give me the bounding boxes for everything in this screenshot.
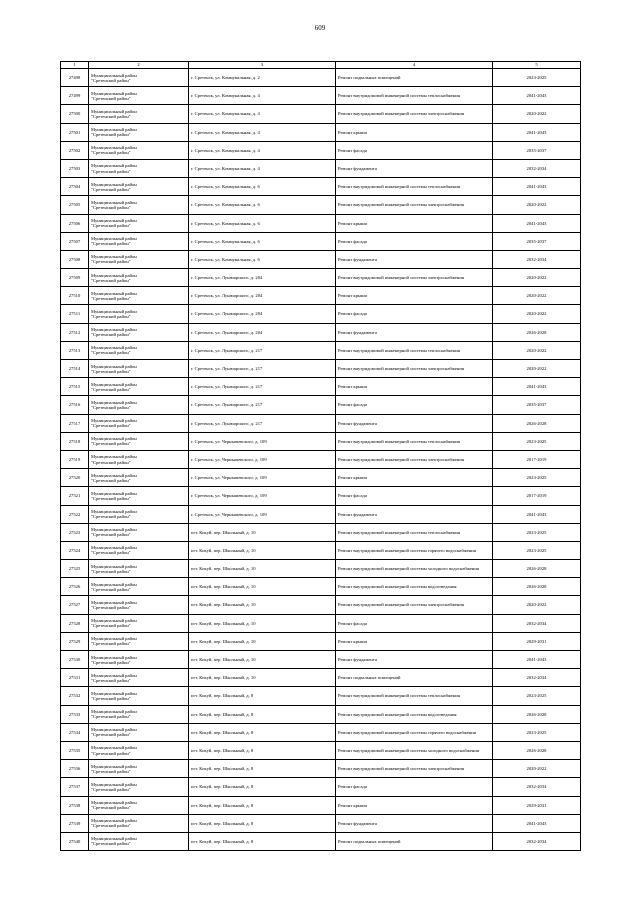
district-cell: Муниципальный район "Сретенский район" xyxy=(89,269,189,287)
work-type-cell: Ремонт внутридомовой инженерной системы водоотведения xyxy=(336,578,493,596)
row-number: 27537 xyxy=(61,778,89,796)
address-cell: пгт. Кокуй, пер. Школьный, д. 8 xyxy=(189,814,336,832)
work-type-cell: Ремонт фасада xyxy=(336,232,493,250)
district-cell: Муниципальный район "Сретенский район" xyxy=(89,360,189,378)
address-cell: г. Сретенск, ул. Коммунальная, д. 6 xyxy=(189,232,336,250)
row-number: 27534 xyxy=(61,723,89,741)
address-cell: г. Сретенск, ул. Коммунальная, д. 6 xyxy=(189,178,336,196)
district-cell: Муниципальный район "Сретенский район" xyxy=(89,705,189,723)
work-type-cell: Ремонт крыши xyxy=(336,123,493,141)
period-cell: 2017-2019 xyxy=(493,487,581,505)
column-header: 3 xyxy=(189,62,336,69)
district-cell: Муниципальный район "Сретенский район" xyxy=(89,669,189,687)
row-number: 27505 xyxy=(61,196,89,214)
table-row xyxy=(61,778,581,796)
period-cell: 2041-2043 xyxy=(493,87,581,105)
work-type-cell: Ремонт фундамента xyxy=(336,814,493,832)
table-row xyxy=(61,796,581,814)
address-cell: г. Сретенск, ул. Чернышевского, д. 109 xyxy=(189,505,336,523)
table-row xyxy=(61,287,581,305)
work-type-cell: Ремонт фасада xyxy=(336,305,493,323)
address-cell: г. Сретенск, ул. Чернышевского, д. 109 xyxy=(189,432,336,450)
work-type-cell: Ремонт внутридомовой инженерной системы холодного водоснабжения xyxy=(336,560,493,578)
period-cell: 2032-2034 xyxy=(493,614,581,632)
address-cell: пгт. Кокуй, пер. Школьный, д. 8 xyxy=(189,741,336,759)
repair-schedule-table xyxy=(60,61,581,851)
table-row xyxy=(61,214,581,232)
table-row xyxy=(61,669,581,687)
period-cell: 2041-2043 xyxy=(493,378,581,396)
district-cell: Муниципальный район "Сретенский район" xyxy=(89,178,189,196)
district-cell: Муниципальный район "Сретенский район" xyxy=(89,69,189,87)
page-number: 609 xyxy=(314,24,326,32)
work-type-cell: Ремонт фасада xyxy=(336,487,493,505)
row-number: 27506 xyxy=(61,214,89,232)
row-number: 27529 xyxy=(61,632,89,650)
row-number: 27525 xyxy=(61,560,89,578)
row-number: 27519 xyxy=(61,450,89,468)
district-cell: Муниципальный район "Сретенский район" xyxy=(89,250,189,268)
period-cell: 2029-2031 xyxy=(493,796,581,814)
row-number: 27502 xyxy=(61,141,89,159)
row-number: 27504 xyxy=(61,178,89,196)
period-cell: 2032-2034 xyxy=(493,778,581,796)
district-cell: Муниципальный район "Сретенский район" xyxy=(89,341,189,359)
period-cell: 2020-2022 xyxy=(493,341,581,359)
period-cell: 2026-2028 xyxy=(493,414,581,432)
period-cell: 2032-2034 xyxy=(493,669,581,687)
address-cell: г. Сретенск, ул. Луначарского, д. 204 xyxy=(189,287,336,305)
work-type-cell: Ремонт крыши xyxy=(336,632,493,650)
table-row xyxy=(61,69,581,87)
work-type-cell: Ремонт фундамента xyxy=(336,505,493,523)
work-type-cell: Ремонт фундамента xyxy=(336,414,493,432)
table-row xyxy=(61,523,581,541)
table-row xyxy=(61,396,581,414)
table-row xyxy=(61,141,581,159)
work-type-cell: Ремонт фундамента xyxy=(336,323,493,341)
address-cell: пгт. Кокуй, пер. Школьный, д. 10 xyxy=(189,669,336,687)
period-cell: 2032-2034 xyxy=(493,250,581,268)
period-cell: 2029-2031 xyxy=(493,632,581,650)
work-type-cell: Ремонт фундамента xyxy=(336,250,493,268)
address-cell: г. Сретенск, ул. Луначарского, д. 217 xyxy=(189,396,336,414)
district-cell: Муниципальный район "Сретенский район" xyxy=(89,323,189,341)
work-type-cell: Ремонт внутридомовой инженерной системы горячего водоснабжения xyxy=(336,541,493,559)
row-number: 27515 xyxy=(61,378,89,396)
address-cell: пгт. Кокуй, пер. Школьный, д. 8 xyxy=(189,796,336,814)
row-number: 27530 xyxy=(61,651,89,669)
table-row xyxy=(61,723,581,741)
district-cell: Муниципальный район "Сретенский район" xyxy=(89,487,189,505)
table-row xyxy=(61,450,581,468)
district-cell: Муниципальный район "Сретенский район" xyxy=(89,414,189,432)
period-cell: 2020-2022 xyxy=(493,596,581,614)
column-header: 2 xyxy=(89,62,189,69)
table-row xyxy=(61,541,581,559)
table-row xyxy=(61,705,581,723)
column-number-row xyxy=(61,62,581,69)
period-cell: 2020-2022 xyxy=(493,196,581,214)
row-number: 27535 xyxy=(61,741,89,759)
table-row xyxy=(61,414,581,432)
table-row xyxy=(61,196,581,214)
period-cell: 2041-2043 xyxy=(493,214,581,232)
address-cell: пгт. Кокуй, пер. Школьный, д. 8 xyxy=(189,778,336,796)
row-number: 27518 xyxy=(61,432,89,450)
table-row xyxy=(61,614,581,632)
district-cell: Муниципальный район "Сретенский район" xyxy=(89,541,189,559)
work-type-cell: Ремонт крыши xyxy=(336,214,493,232)
table-row xyxy=(61,341,581,359)
table-row xyxy=(61,632,581,650)
table-row xyxy=(61,123,581,141)
row-number: 27501 xyxy=(61,123,89,141)
period-cell: 2041-2043 xyxy=(493,178,581,196)
address-cell: пгт. Кокуй, пер. Школьный, д. 10 xyxy=(189,632,336,650)
district-cell: Муниципальный район "Сретенский район" xyxy=(89,778,189,796)
work-type-cell: Ремонт внутридомовой инженерной системы теплоснабжения xyxy=(336,341,493,359)
period-cell: 2026-2028 xyxy=(493,578,581,596)
work-type-cell: Ремонт крыши xyxy=(336,378,493,396)
district-cell: Муниципальный район "Сретенский район" xyxy=(89,723,189,741)
district-cell: Муниципальный район "Сретенский район" xyxy=(89,796,189,814)
table-row xyxy=(61,232,581,250)
period-cell: 2023-2025 xyxy=(493,723,581,741)
table-row xyxy=(61,505,581,523)
table-row xyxy=(61,596,581,614)
district-cell: Муниципальный район "Сретенский район" xyxy=(89,396,189,414)
row-number: 27520 xyxy=(61,469,89,487)
table-row xyxy=(61,178,581,196)
period-cell: 2023-2025 xyxy=(493,69,581,87)
row-number: 27533 xyxy=(61,705,89,723)
district-cell: Муниципальный район "Сретенский район" xyxy=(89,287,189,305)
period-cell: 2035-2037 xyxy=(493,396,581,414)
address-cell: пгт. Кокуй, пер. Школьный, д. 8 xyxy=(189,687,336,705)
address-cell: пгт. Кокуй, пер. Школьный, д. 8 xyxy=(189,723,336,741)
row-number: 27508 xyxy=(61,250,89,268)
table-row xyxy=(61,305,581,323)
district-cell: Муниципальный район "Сретенский район" xyxy=(89,305,189,323)
work-type-cell: Ремонт внутридомовой инженерной системы электроснабжения xyxy=(336,360,493,378)
address-cell: г. Сретенск, ул. Коммунальная, д. 6 xyxy=(189,214,336,232)
table-row xyxy=(61,832,581,850)
row-number: 27517 xyxy=(61,414,89,432)
table-row xyxy=(61,159,581,177)
district-cell: Муниципальный район "Сретенский район" xyxy=(89,760,189,778)
period-cell: 2023-2025 xyxy=(493,541,581,559)
table-row xyxy=(61,814,581,832)
row-number: 27522 xyxy=(61,505,89,523)
address-cell: г. Сретенск, ул. Чернышевского, д. 109 xyxy=(189,469,336,487)
address-cell: г. Сретенск, ул. Коммунальная, д. 4 xyxy=(189,141,336,159)
address-cell: пгт. Кокуй, пер. Школьный, д. 8 xyxy=(189,705,336,723)
row-number: 27500 xyxy=(61,105,89,123)
table-row xyxy=(61,651,581,669)
address-cell: пгт. Кокуй, пер. Школьный, д. 10 xyxy=(189,651,336,669)
column-header: 5 xyxy=(493,62,581,69)
period-cell: 2020-2022 xyxy=(493,360,581,378)
period-cell: 2032-2034 xyxy=(493,159,581,177)
work-type-cell: Ремонт подвальных помещений xyxy=(336,669,493,687)
work-type-cell: Ремонт внутридомовой инженерной системы холодного водоснабжения xyxy=(336,741,493,759)
work-type-cell: Ремонт крыши xyxy=(336,796,493,814)
work-type-cell: Ремонт внутридомовой инженерной системы теплоснабжения xyxy=(336,178,493,196)
period-cell: 2026-2028 xyxy=(493,560,581,578)
address-cell: пгт. Кокуй, пер. Школьный, д. 10 xyxy=(189,614,336,632)
table-row xyxy=(61,360,581,378)
period-cell: 2020-2022 xyxy=(493,305,581,323)
address-cell: пгт. Кокуй, пер. Школьный, д. 10 xyxy=(189,578,336,596)
row-number: 27521 xyxy=(61,487,89,505)
period-cell: 2020-2022 xyxy=(493,269,581,287)
period-cell: 2026-2028 xyxy=(493,705,581,723)
work-type-cell: Ремонт внутридомовой инженерной системы горячего водоснабжения xyxy=(336,723,493,741)
district-cell: Муниципальный район "Сретенский район" xyxy=(89,159,189,177)
row-number: 27503 xyxy=(61,159,89,177)
period-cell: 2026-2028 xyxy=(493,741,581,759)
district-cell: Муниципальный район "Сретенский район" xyxy=(89,832,189,850)
district-cell: Муниципальный район "Сретенский район" xyxy=(89,614,189,632)
period-cell: 2041-2043 xyxy=(493,505,581,523)
district-cell: Муниципальный район "Сретенский район" xyxy=(89,378,189,396)
period-cell: 2020-2022 xyxy=(493,760,581,778)
work-type-cell: Ремонт внутридомовой инженерной системы электроснабжения xyxy=(336,450,493,468)
row-number: 27524 xyxy=(61,541,89,559)
address-cell: г. Сретенск, ул. Луначарского, д. 217 xyxy=(189,378,336,396)
address-cell: г. Сретенск, ул. Чернышевского, д. 109 xyxy=(189,487,336,505)
address-cell: г. Сретенск, ул. Луначарского, д. 217 xyxy=(189,414,336,432)
district-cell: Муниципальный район "Сретенский район" xyxy=(89,741,189,759)
district-cell: Муниципальный район "Сретенский район" xyxy=(89,523,189,541)
work-type-cell: Ремонт крыши xyxy=(336,287,493,305)
district-cell: Муниципальный район "Сретенский район" xyxy=(89,196,189,214)
address-cell: г. Сретенск, ул. Коммунальная, д. 6 xyxy=(189,250,336,268)
row-number: 27526 xyxy=(61,578,89,596)
row-number: 27538 xyxy=(61,796,89,814)
address-cell: г. Сретенск, ул. Коммунальная, д. 4 xyxy=(189,159,336,177)
row-number: 27510 xyxy=(61,287,89,305)
period-cell: 2017-2019 xyxy=(493,450,581,468)
work-type-cell: Ремонт внутридомовой инженерной системы электроснабжения xyxy=(336,196,493,214)
district-cell: Муниципальный район "Сретенский район" xyxy=(89,450,189,468)
table-row xyxy=(61,578,581,596)
row-number: 27514 xyxy=(61,360,89,378)
row-number: 27507 xyxy=(61,232,89,250)
period-cell: 2041-2043 xyxy=(493,651,581,669)
period-cell: 2020-2022 xyxy=(493,287,581,305)
address-cell: г. Сретенск, ул. Коммунальная, д. 2 xyxy=(189,69,336,87)
address-cell: г. Сретенск, ул. Луначарского, д. 204 xyxy=(189,269,336,287)
table-row xyxy=(61,469,581,487)
row-number: 27540 xyxy=(61,832,89,850)
district-cell: Муниципальный район "Сретенский район" xyxy=(89,505,189,523)
address-cell: пгт. Кокуй, пер. Школьный, д. 8 xyxy=(189,760,336,778)
row-number: 27511 xyxy=(61,305,89,323)
district-cell: Муниципальный район "Сретенский район" xyxy=(89,651,189,669)
address-cell: пгт. Кокуй, пер. Школьный, д. 10 xyxy=(189,596,336,614)
period-cell: 2020-2022 xyxy=(493,105,581,123)
work-type-cell: Ремонт внутридомовой инженерной системы водоотведения xyxy=(336,705,493,723)
column-header: 4 xyxy=(336,62,493,69)
row-number: 27527 xyxy=(61,596,89,614)
work-type-cell: Ремонт внутридомовой инженерной системы теплоснабжения xyxy=(336,87,493,105)
address-cell: г. Сретенск, ул. Коммунальная, д. 4 xyxy=(189,123,336,141)
period-cell: 2032-2034 xyxy=(493,832,581,850)
period-cell: 2026-2028 xyxy=(493,323,581,341)
district-cell: Муниципальный район "Сретенский район" xyxy=(89,578,189,596)
district-cell: Муниципальный район "Сретенский район" xyxy=(89,469,189,487)
work-type-cell: Ремонт фасада xyxy=(336,396,493,414)
district-cell: Муниципальный район "Сретенский район" xyxy=(89,87,189,105)
row-number: 27512 xyxy=(61,323,89,341)
row-number: 27498 xyxy=(61,69,89,87)
work-type-cell: Ремонт фасада xyxy=(336,778,493,796)
row-number: 27523 xyxy=(61,523,89,541)
table-row xyxy=(61,741,581,759)
district-cell: Муниципальный район "Сретенский район" xyxy=(89,214,189,232)
row-number: 27539 xyxy=(61,814,89,832)
table-row xyxy=(61,105,581,123)
period-cell: 2023-2025 xyxy=(493,687,581,705)
column-header: 1 xyxy=(61,62,89,69)
district-cell: Муниципальный район "Сретенский район" xyxy=(89,687,189,705)
row-number: 27516 xyxy=(61,396,89,414)
period-cell: 2035-2037 xyxy=(493,232,581,250)
work-type-cell: Ремонт внутридомовой инженерной системы электроснабжения xyxy=(336,105,493,123)
district-cell: Муниципальный район "Сретенский район" xyxy=(89,814,189,832)
address-cell: пгт. Кокуй, пер. Школьный, д. 8 xyxy=(189,832,336,850)
work-type-cell: Ремонт подвальных помещений xyxy=(336,69,493,87)
address-cell: г. Сретенск, ул. Луначарского, д. 217 xyxy=(189,341,336,359)
row-number: 27531 xyxy=(61,669,89,687)
address-cell: г. Сретенск, ул. Коммунальная, д. 6 xyxy=(189,196,336,214)
district-cell: Муниципальный район "Сретенский район" xyxy=(89,123,189,141)
row-number: 27513 xyxy=(61,341,89,359)
table-row xyxy=(61,487,581,505)
address-cell: г. Сретенск, ул. Луначарского, д. 204 xyxy=(189,323,336,341)
district-cell: Муниципальный район "Сретенский район" xyxy=(89,632,189,650)
address-cell: г. Сретенск, ул. Луначарского, д. 217 xyxy=(189,360,336,378)
address-cell: пгт. Кокуй, пер. Школьный, д. 10 xyxy=(189,541,336,559)
period-cell: 2041-2043 xyxy=(493,123,581,141)
work-type-cell: Ремонт внутридомовой инженерной системы электроснабжения xyxy=(336,760,493,778)
address-cell: пгт. Кокуй, пер. Школьный, д. 10 xyxy=(189,560,336,578)
period-cell: 2023-2025 xyxy=(493,469,581,487)
district-cell: Муниципальный район "Сретенский район" xyxy=(89,141,189,159)
table-row xyxy=(61,323,581,341)
work-type-cell: Ремонт внутридомовой инженерной системы теплоснабжения xyxy=(336,687,493,705)
district-cell: Муниципальный район "Сретенский район" xyxy=(89,105,189,123)
work-type-cell: Ремонт внутридомовой инженерной системы электроснабжения xyxy=(336,269,493,287)
table-row xyxy=(61,560,581,578)
work-type-cell: Ремонт крыши xyxy=(336,469,493,487)
address-cell: г. Сретенск, ул. Луначарского, д. 204 xyxy=(189,305,336,323)
work-type-cell: Ремонт внутридомовой инженерной системы теплоснабжения xyxy=(336,432,493,450)
table-row xyxy=(61,87,581,105)
table-row xyxy=(61,250,581,268)
period-cell: 2041-2043 xyxy=(493,814,581,832)
work-type-cell: Ремонт подвальных помещений xyxy=(336,832,493,850)
work-type-cell: Ремонт внутридомовой инженерной системы электроснабжения xyxy=(336,596,493,614)
row-number: 27499 xyxy=(61,87,89,105)
table-row xyxy=(61,760,581,778)
work-type-cell: Ремонт внутридомовой инженерной системы теплоснабжения xyxy=(336,523,493,541)
row-number: 27532 xyxy=(61,687,89,705)
period-cell: 2023-2025 xyxy=(493,523,581,541)
address-cell: г. Сретенск, ул. Чернышевского, д. 109 xyxy=(189,450,336,468)
address-cell: г. Сретенск, ул. Коммунальная, д. 4 xyxy=(189,105,336,123)
row-number: 27528 xyxy=(61,614,89,632)
table-row xyxy=(61,687,581,705)
row-number: 27509 xyxy=(61,269,89,287)
work-type-cell: Ремонт фундамента xyxy=(336,159,493,177)
address-cell: пгт. Кокуй, пер. Школьный, д. 10 xyxy=(189,523,336,541)
period-cell: 2035-2037 xyxy=(493,141,581,159)
table-row xyxy=(61,378,581,396)
address-cell: г. Сретенск, ул. Коммунальная, д. 4 xyxy=(189,87,336,105)
period-cell: 2023-2025 xyxy=(493,432,581,450)
table-row xyxy=(61,269,581,287)
district-cell: Муниципальный район "Сретенский район" xyxy=(89,596,189,614)
work-type-cell: Ремонт фасада xyxy=(336,614,493,632)
table-row xyxy=(61,432,581,450)
district-cell: Муниципальный район "Сретенский район" xyxy=(89,432,189,450)
row-number: 27536 xyxy=(61,760,89,778)
district-cell: Муниципальный район "Сретенский район" xyxy=(89,232,189,250)
work-type-cell: Ремонт фасада xyxy=(336,141,493,159)
work-type-cell: Ремонт фундамента xyxy=(336,651,493,669)
district-cell: Муниципальный район "Сретенский район" xyxy=(89,560,189,578)
